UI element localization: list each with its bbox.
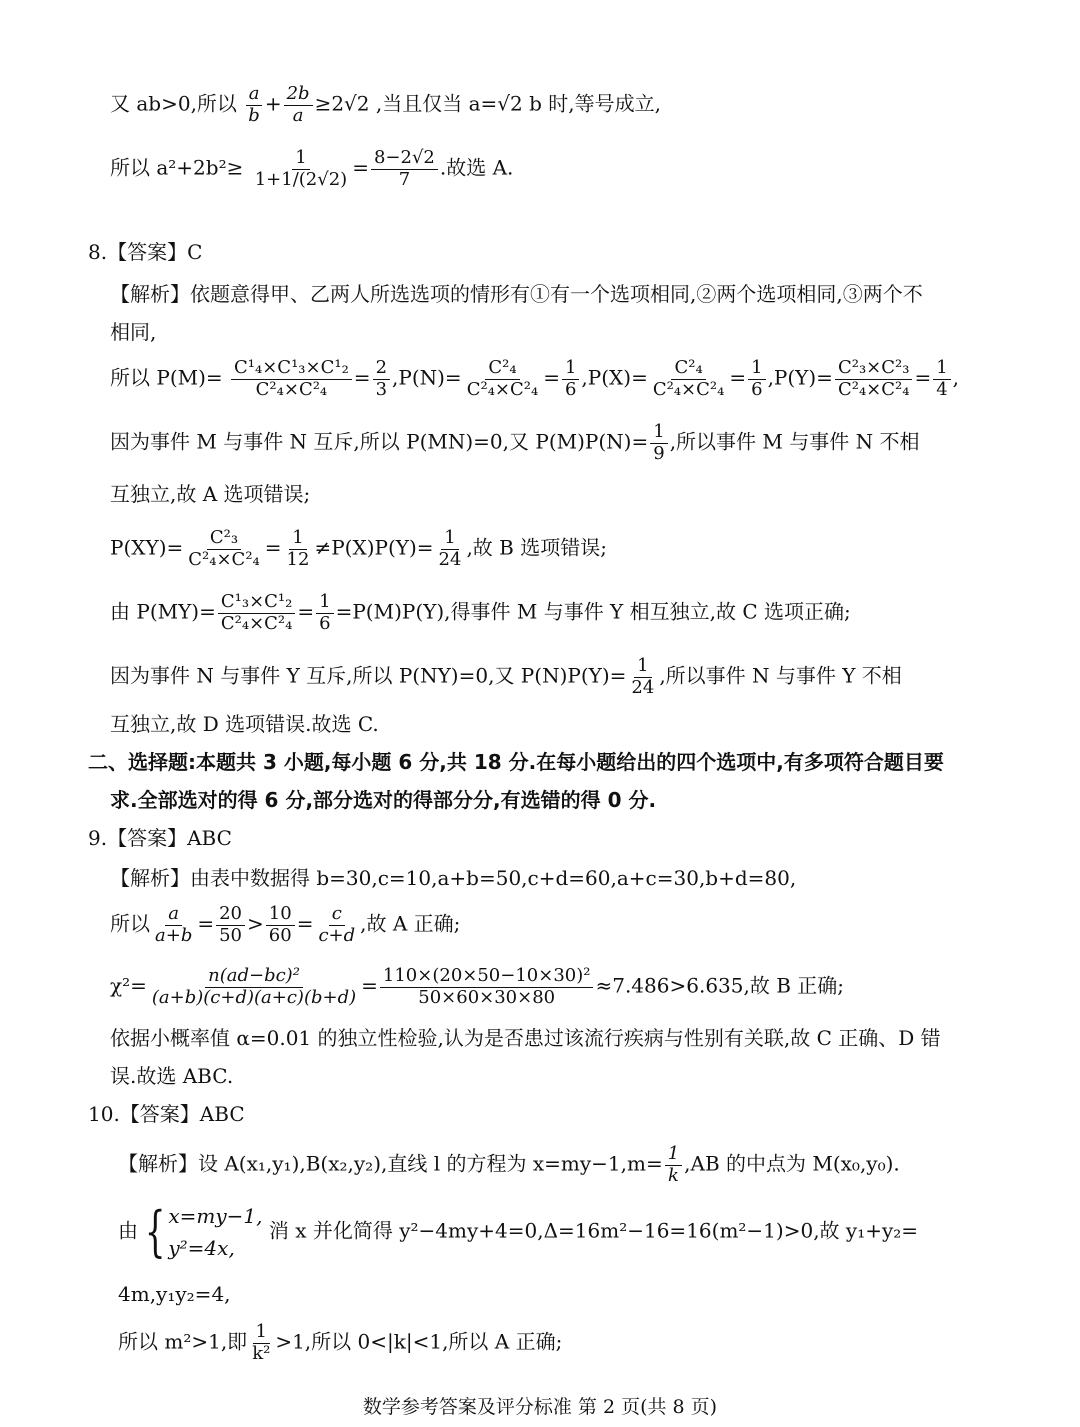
text: ,AB 的中点为 M(x₀,y₀). xyxy=(684,1151,900,1176)
text: 消 x 并化简得 y²−4my+4=0,Δ=16m²−16=16(m²−1)>0,故 y₁+y₂= xyxy=(268,1218,919,1243)
line-a2-2b2: 所以 a²+2b²≥ $\frac{1}{1+1/(2√2)}$ = $\frac{8-2√2}{7}$ .故选 A. xyxy=(110,147,514,190)
fraction: $\frac{20}{50}$ xyxy=(216,904,245,946)
text: ≠P(X)P(Y)= xyxy=(314,535,434,560)
q10-answer: 10.【答案】ABC xyxy=(88,1102,245,1126)
fraction: $\frac{a}{a+b}$ xyxy=(155,903,193,946)
fraction: $\frac{1}{12}$ xyxy=(286,527,310,570)
fraction: $\frac{c}{c+d}$ xyxy=(318,903,356,946)
text: P(XY)= xyxy=(110,535,184,560)
fraction: $\frac{2b}{a}$ xyxy=(284,84,313,126)
text: ,所以事件 N 与事件 Y 不相 xyxy=(659,663,902,688)
q9-analysis-1: 【解析】由表中数据得 b=30,c=10,a+b=50,c+d=60,a+c=30,b+d=80, xyxy=(110,866,797,890)
fraction: $\frac{\text{C²₃×C²₃}}{\text{C²₄×C²₄}}$ xyxy=(835,358,913,400)
q9-ratio: 所以 $\frac{a}{a+b}$ = $\frac{20}{50}$ > $\frac{10}{60}$ = $\frac{c}{c+d}$ ,故 A 正确; xyxy=(110,903,461,946)
text: ≥2√2 ,当且仅当 a=√2 b 时,等号成立, xyxy=(314,91,661,116)
fraction: $\frac{\text{n(ad−bc)²}}{(a+b)(c+d)(a+c)(b+d)}$ xyxy=(151,965,357,1008)
fraction: $\frac{1}{k}$ xyxy=(665,1144,682,1186)
q10-analysis-4 xyxy=(118,1322,562,1364)
text: .故选 A. xyxy=(439,155,514,180)
fraction: $\frac{\text{C²₄}}{\text{C²₄×C²₄}}$ xyxy=(466,357,539,400)
page-footer: 数学参考答案及评分标准 第 2 页(共 8 页) xyxy=(362,1396,718,1418)
section-2-heading-1: 二、选择题:本题共 3 小题,每小题 6 分,共 18 分.在每小题给出的四个选项中,有多项符合题目要 xyxy=(88,750,944,774)
fraction: $\frac{1}{4}$ xyxy=(933,358,950,400)
q8-analysis-2: 相同, xyxy=(110,320,157,344)
text: χ²= xyxy=(110,973,147,998)
fraction: $\frac{\text{C¹₃×C¹₂}}{\text{C²₄×C²₄}}$ xyxy=(218,592,296,634)
fraction: $\frac{\text{C²₄}}{\text{C²₄×C²₄}}$ xyxy=(652,357,725,400)
fraction: $\frac{\text{C¹₄×C¹₃×C¹₂}}{\text{C²₄×C²₄}}$ xyxy=(231,358,352,400)
q8-pmy: 由 P(MY)= $\frac{\text{C¹₃×C¹₂}}{\text{C²₄×C²₄}}$ = $\frac{1}{6}$ =P(M)P(Y),得事件 M 与事件 Y 相互独立,故 C 选项正确; xyxy=(110,591,851,634)
q9-analysis-4: 依据小概率值 α=0.01 的独立性检验,认为是否患过该流行疾病与性别有关联,故 C 正确、D 错 xyxy=(110,1026,941,1050)
text: 所以 xyxy=(110,911,150,936)
text: 由 P(MY)= xyxy=(110,599,216,624)
fraction: $\frac{1}{6}$ xyxy=(748,358,765,400)
fraction: $\frac{10}{60}$ xyxy=(266,904,295,946)
text: >1,所以 0<|k|<1,所以 A 正确; xyxy=(275,1329,563,1354)
q8-option-a: 互独立,故 A 选项错误; xyxy=(110,482,311,506)
text: =P(M)P(Y),得事件 M 与事件 Y 相互独立,故 C 选项正确; xyxy=(335,599,851,624)
text: 因为事件 M 与事件 N 互斥,所以 P(MN)=0,又 P(M)P(N)= xyxy=(110,429,649,454)
text: 由 xyxy=(118,1218,138,1243)
text: ≈7.486>6.635,故 B 正确; xyxy=(595,973,845,998)
text: 又 ab>0,所以 xyxy=(110,91,237,116)
fraction: $\frac{1}{6}$ xyxy=(316,592,333,634)
fraction: $\frac{1}{\text{k²}}$ xyxy=(252,1321,271,1364)
q9-analysis-5: 误.故选 ABC. xyxy=(110,1064,234,1088)
fraction: $\frac{8-2√2}{7}$ xyxy=(371,148,438,190)
fraction: $\frac{1}{6}$ xyxy=(562,358,579,400)
q10-analysis-3: 4m,y₁y₂=4, xyxy=(118,1282,231,1306)
q8-option-d: 互独立,故 D 选项错误.故选 C. xyxy=(110,712,379,736)
text: 因为事件 N 与事件 Y 互斥,所以 P(NY)=0,又 P(N)P(Y)= xyxy=(110,663,627,688)
text: ,故 A 正确; xyxy=(360,911,461,936)
q9-answer: 9.【答案】ABC xyxy=(88,826,232,850)
q8-mn-exclusive xyxy=(110,422,919,464)
fraction: $\frac{1}{24}$ xyxy=(438,527,462,570)
brace-symbol: { xyxy=(144,1200,166,1263)
section-2-heading-2: 求.全部选对的得 6 分,部分选对的得部分分,有选错的得 0 分. xyxy=(110,788,657,812)
fraction: $\frac{2}{3}$ xyxy=(373,358,390,400)
fraction: $\frac{1}{9}$ xyxy=(650,422,667,464)
fraction: $\frac{1}{1+1/(2√2)}$ xyxy=(254,147,348,190)
q10-system xyxy=(118,1200,918,1264)
equation-system: x=my−1, y²=4x, xyxy=(168,1204,263,1260)
q9-chi-square: χ²= $\frac{\text{n(ad−bc)²}}{(a+b)(c+d)(a+c)(b+d)}$ = $\frac{\text{110×(20×50−10×30)²}}{50\times 60\times 30\times 80}$ ≈7.486>6.635,故 B 正确; xyxy=(110,965,845,1008)
line-ab-inequality: 又 ab>0,所以 $\frac{a}{b}$ + $\frac{2b}{a}$ ≥2√2 ,当且仅当 a=√2 b 时,等号成立, xyxy=(110,83,661,126)
q8-pxy: P(XY)= $\frac{\text{C²₃}}{\text{C²₄×C²₄}}$ = $\frac{1}{12}$ ≠P(X)P(Y)= $\frac{1}{24}$ ,故 B 选项错误; xyxy=(110,527,607,570)
q10-analysis-1 xyxy=(118,1144,900,1186)
q8-ny-exclusive xyxy=(110,656,902,698)
text: ,所以事件 M 与事件 N 不相 xyxy=(669,429,920,454)
text: 所以 P(M)= xyxy=(110,365,223,390)
text: ,故 B 选项错误; xyxy=(466,535,607,560)
fraction: $\frac{\text{110×(20×50−10×30)²}}{50\times 60\times 30\times 80}$ xyxy=(380,966,594,1008)
text: 所以 m²>1,即 xyxy=(118,1329,248,1354)
fraction: $\frac{a}{b}$ xyxy=(245,84,263,126)
q8-probabilities: 所以 P(M)= $\frac{\text{C¹₄×C¹₃×C¹₂}}{\text{C²₄×C²₄}}$ = $\frac{2}{3}$ ,P(N)= $\frac{\text{C²₄}}{\text{C²₄×C²₄}}$ = $\frac{1}{6}$ ,P(X)= $\frac{\text{C²₄}}{\text{C²₄×C²₄}}$ = $\frac{1}{6}$ ,P(Y)= $\frac{\text{C²₃×C²₃}}{\text{C²₄×C²₄}}$ = $\frac{1}{4}$ , xyxy=(110,357,960,400)
fraction: $\frac{1}{24}$ xyxy=(631,655,655,698)
q8-analysis-1: 【解析】依题意得甲、乙两人所选选项的情形有①有一个选项相同,②两个选项相同,③两个不 xyxy=(110,282,923,306)
q8-answer: 8.【答案】C xyxy=(88,240,203,264)
fraction: $\frac{\text{C²₃}}{\text{C²₄×C²₄}}$ xyxy=(188,527,260,570)
text: 所以 a²+2b²≥ xyxy=(110,155,244,180)
text: 【解析】设 A(x₁,y₁),B(x₂,y₂),直线 l 的方程为 x=my−1,m= xyxy=(118,1151,663,1176)
